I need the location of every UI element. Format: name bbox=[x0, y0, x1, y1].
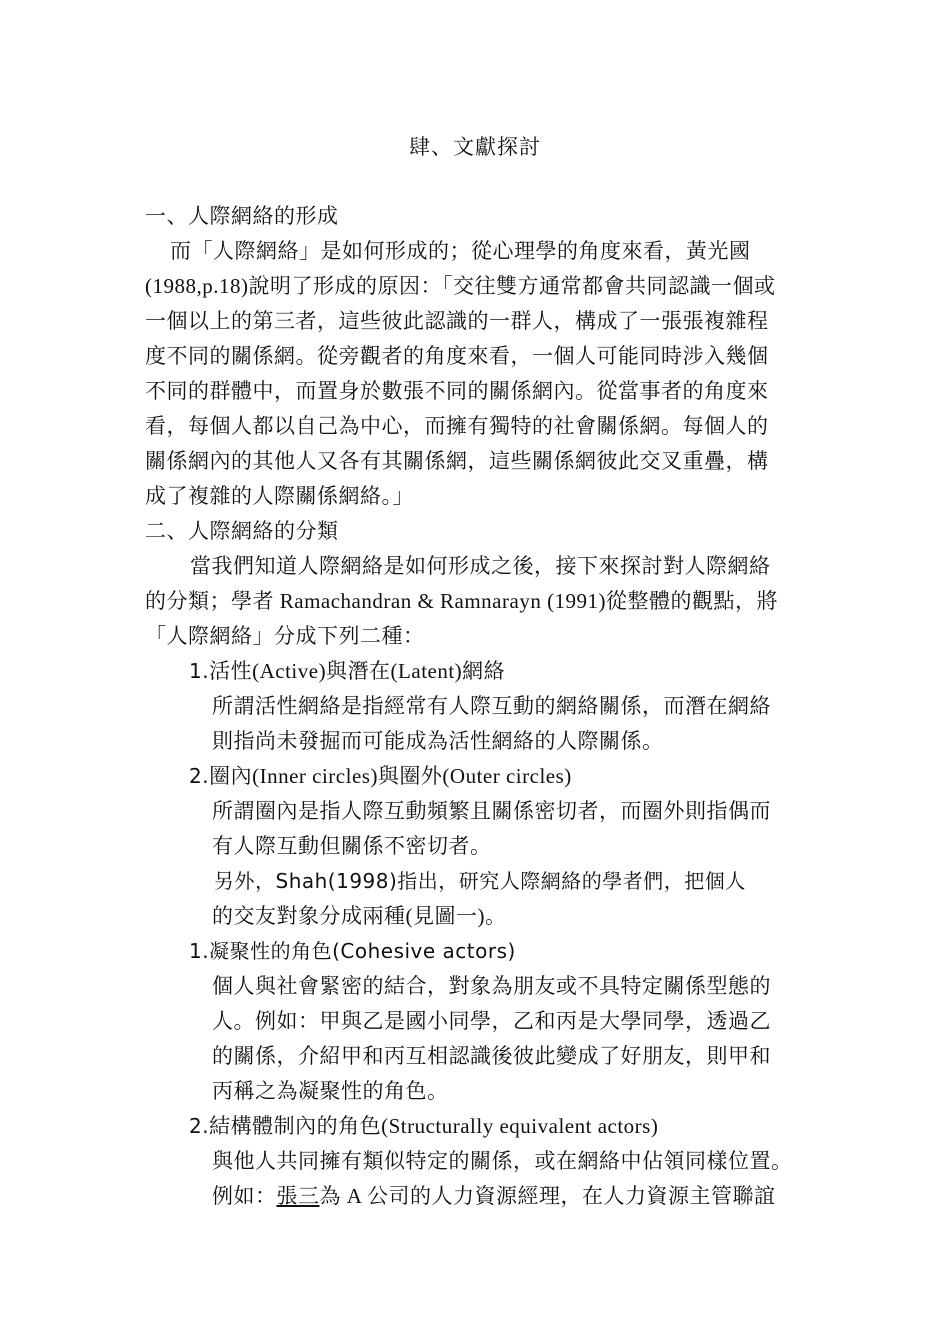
section1-line: 成了複雜的人際關係網絡。」 bbox=[145, 484, 414, 508]
section1-line: 而「人際網絡」是如何形成的；從心理學的角度來看，黃光國 bbox=[170, 239, 751, 263]
section1-line: 度不同的關係網。從旁觀者的角度來看，一個人可能同時涉入幾個 bbox=[145, 344, 769, 368]
section1-line: 一個以上的第三者，這些彼此認識的一群人，構成了一張張複雜程 bbox=[145, 309, 769, 333]
example-prefix: 例如： bbox=[212, 1184, 277, 1208]
list-item-heading bbox=[189, 936, 516, 966]
section1-heading: 一、人際網絡的形成 bbox=[145, 204, 339, 228]
list-item-line: 的關係，介紹甲和丙互相認識後彼此變成了好朋友，則甲和 bbox=[212, 1044, 771, 1068]
list-item-title: 圈內(Inner circles)與圈外(Outer circles) bbox=[209, 764, 572, 788]
section2-heading: 二、人際網絡的分類 bbox=[145, 519, 339, 543]
section1-line: 看，每個人都以自己為中心，而擁有獨特的社會關係網。每個人的 bbox=[145, 414, 769, 438]
list-item-title: 活性(Active)與潛在(Latent)網絡 bbox=[209, 659, 506, 683]
example-suffix: 為 A 公司的人力資源經理，在人力資源主管聯誼 bbox=[319, 1184, 776, 1208]
section2-line: 「人際網絡」分成下列二種： bbox=[145, 624, 425, 648]
section2-line: 當我們知道人際網絡是如何形成之後，接下來探討對人際網絡 bbox=[190, 554, 771, 578]
list-number: 2. bbox=[189, 1114, 210, 1138]
section1-line: 不同的群體中，而置身於數張不同的關係網內。從當事者的角度來 bbox=[145, 379, 769, 403]
shah-intro-line: 另外，Shah(1998)指出，研究人際網絡的學者們，把個人 bbox=[214, 869, 746, 893]
list-item-line: 丙稱之為凝聚性的角色。 bbox=[212, 1079, 449, 1103]
list-item-line: 有人際互動但關係不密切者。 bbox=[212, 834, 492, 858]
section1-line: 關係網內的其他人又各有其關係網，這些關係網彼此交叉重疊，構 bbox=[145, 449, 769, 473]
list-number: 1. bbox=[189, 939, 210, 963]
section1-line: (1988,p.18)說明了形成的原因：「交往雙方通常都會共同認識一個或 bbox=[145, 274, 776, 298]
list-item-line: 則指尚未發掘而可能成為活性網絡的人際關係。 bbox=[212, 729, 664, 753]
list-item-line: 人。例如：甲與乙是國小同學，乙和丙是大學同學，透過乙 bbox=[212, 1009, 771, 1033]
list-item-line: 個人與社會緊密的結合，對象為朋友或不具特定關係型態的 bbox=[212, 974, 771, 998]
list-number: 2. bbox=[189, 764, 210, 788]
list-item-title: 凝聚性的角色(Cohesive actors) bbox=[209, 939, 516, 963]
list-item-title: 結構體制內的角色(Structurally equivalent actors) bbox=[209, 1114, 659, 1138]
list-number: 1. bbox=[189, 659, 210, 683]
list-item-heading bbox=[189, 656, 505, 686]
list-item-line: 與他人共同擁有類似特定的關係，或在網絡中佔領同樣位置。 bbox=[212, 1149, 793, 1173]
list-item-line: 所謂活性網絡是指經常有人際互動的網絡關係，而潛在網絡 bbox=[212, 694, 771, 718]
page-title: 肆、文獻探討 bbox=[409, 135, 541, 159]
list-item-heading bbox=[189, 761, 572, 791]
list-item-line bbox=[212, 1181, 776, 1211]
section2-line: 的分類；學者 Ramachandran & Ramnarayn (1991)從整體的觀點，將 bbox=[145, 589, 779, 613]
list-item-heading bbox=[189, 1111, 658, 1141]
shah-intro-line: 的交友對象分成兩種(見圖一)。 bbox=[212, 904, 507, 928]
underlined-name: 張三 bbox=[276, 1184, 320, 1208]
list-item-line: 所謂圈內是指人際互動頻繁且關係密切者，而圈外則指偶而 bbox=[212, 799, 771, 823]
